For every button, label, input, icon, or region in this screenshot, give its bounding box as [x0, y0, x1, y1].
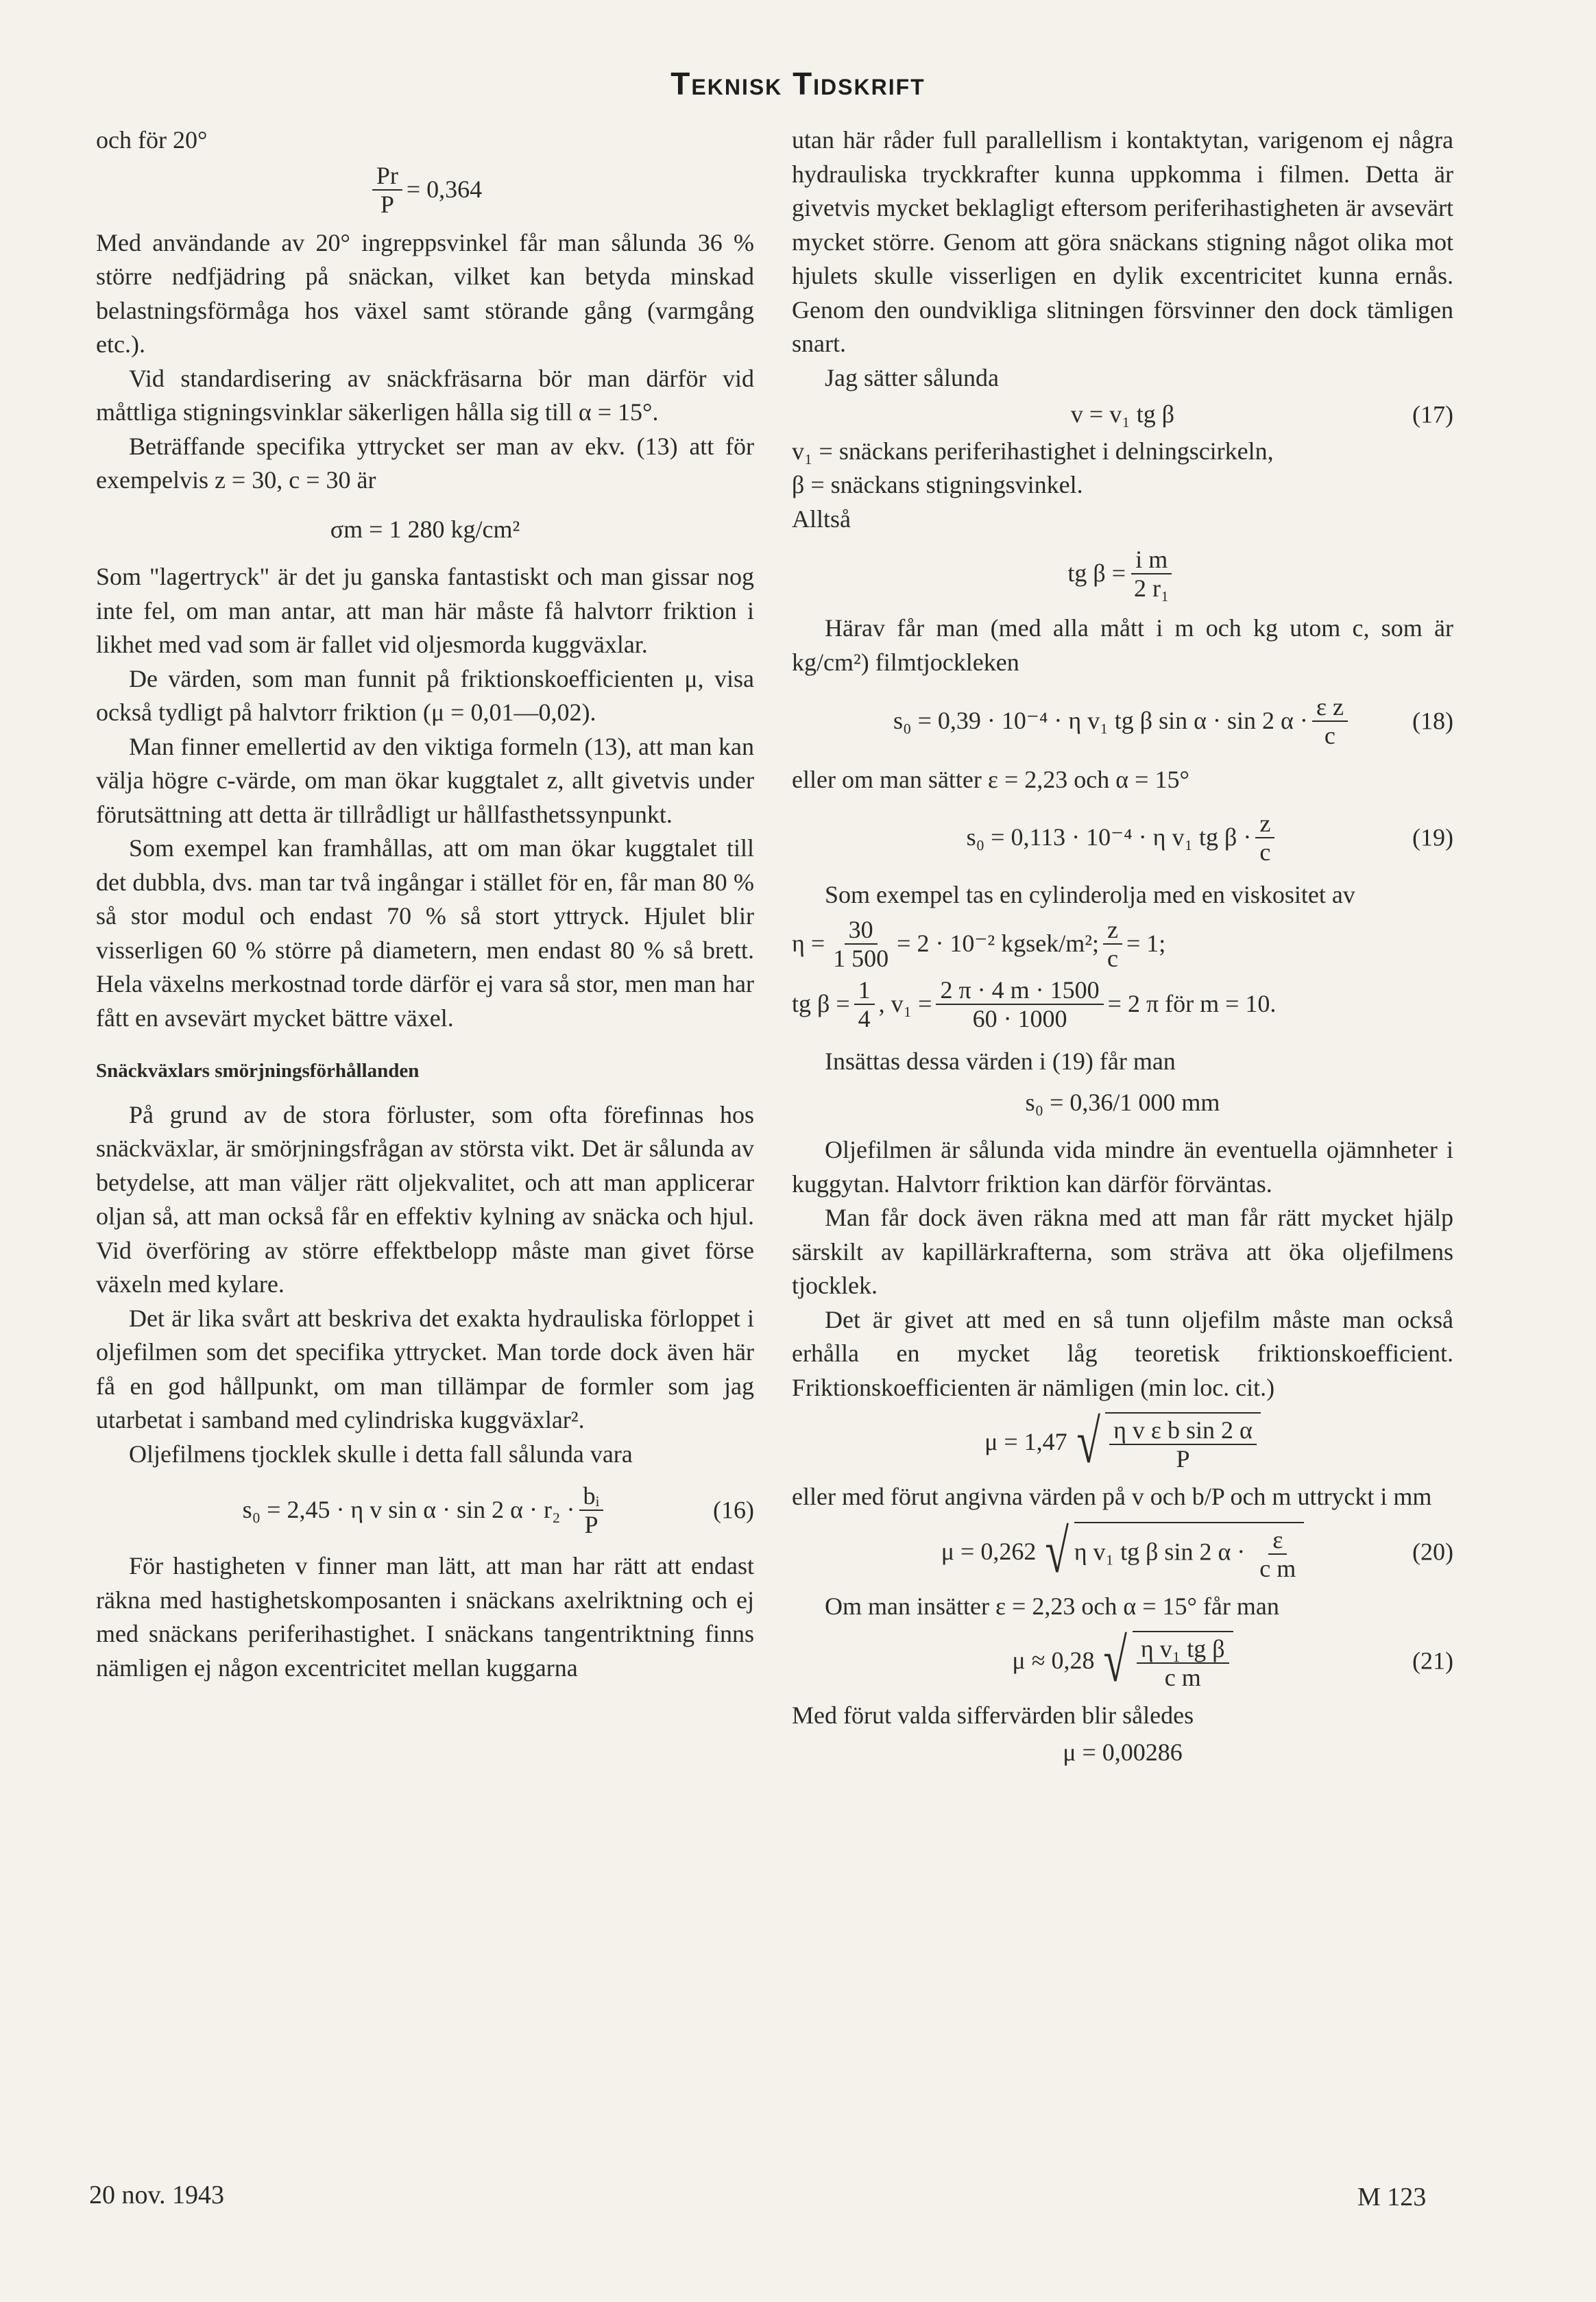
radicand	[1074, 1522, 1305, 1582]
numerator: ε	[1268, 1526, 1287, 1555]
paragraph: Det är lika svårt att beskriva det exakta hydrauliska förloppet i oljefilmen som det specifika yttrycket. Man torde dock även här få en god hållpunkt, om man tillämpar de formler som jag utarbetat i samband med cylindriska kuggväxlar².	[96, 1304, 754, 1433]
paragraph: Beträffande specifika yttrycket ser man av ekv. (13) att för exempelvis z = 30, c = 30 är	[96, 432, 754, 494]
paragraph: Som exempel kan framhållas, att om man ökar kuggtalet till det dubbla, dvs. man tar två ingångar i stället för en, får man 80 % så stor modul och endast 70 % så stort yttryck. Hjulet blir visserligen 60 % större på diametern, men endast 80 % så brett. Hela växelns merkostnad torde därför ej vara så stor, men man har fått en avsevärt mycket bättre växel.	[96, 834, 754, 1032]
paragraph: På grund av de stora förluster, som ofta förefinnas hos snäckväxlar, är smörjningsfrågan av största vikt. Det är sålunda av betydelse, att man väljer rätt oljekvalitet, och att man applicerar oljan så, att man också får en effektiv kylning av snäcka och hjul. Vid överföring av större effektbelopp måste man givet förse växeln med kylare.	[96, 1100, 754, 1298]
numerator: η v₁ tg β	[1137, 1635, 1229, 1664]
equation-21	[792, 1627, 1453, 1695]
paragraph: Vid standardisering av snäckfräsarna bör man därför vid måttliga stigningsvinklar säkerligen hålla sig till α = 15°.	[96, 364, 754, 426]
equation-number: (17)	[1412, 400, 1453, 428]
equation	[792, 1086, 1453, 1120]
paragraph: Man finner emellertid av den viktiga formeln (13), att man kan välja högre c-värde, om man ökar kuggtalet z, allt givetvis under förutsättning att detta är tillrådligt ur hållfasthetssynpunkt.	[96, 732, 754, 828]
paragraph: Härav får man (med alla mått i m och kg utom c, som är kg/cm²) filmtjockleken	[792, 614, 1453, 676]
equation-text: = 1;	[1126, 930, 1166, 958]
fraction	[1130, 546, 1174, 602]
equation-16	[96, 1482, 754, 1538]
paragraph: Det är givet att med en så tunn oljefilm måste man också erhålla en mycket låg teoretisk friktionskoefficient. Friktionskoefficienten är nämligen (min loc. cit.)	[792, 1305, 1453, 1401]
equation	[792, 976, 1453, 1032]
section-heading: Snäckväxlars smörjningsförhållanden	[96, 1060, 420, 1082]
fraction	[1137, 1635, 1229, 1691]
paragraph: Som exempel tas en cylinderolja med en viskositet av	[825, 880, 1355, 908]
paragraph: Oljefilmen är sålunda vida mindre än eventuella ojämnheter i kuggytan. Halvtorr friktion kan därför förväntas.	[792, 1136, 1453, 1198]
paragraph: Om man insätter ε = 2,23 och α = 15° får man	[825, 1592, 1279, 1620]
equation-text: μ = 0,00286	[1063, 1738, 1183, 1766]
fraction	[1255, 1526, 1300, 1582]
equation-number: (21)	[1412, 1647, 1453, 1675]
equation-text: s₀ = 2,45 · η v sin α · sin 2 α · r₂ ·	[242, 1496, 575, 1524]
fraction	[854, 976, 875, 1032]
square-root	[1040, 1517, 1304, 1586]
equation-text: s₀ = 0,39 · 10⁻⁴ · η v₁ tg β sin α · sin 2 α ·	[893, 707, 1308, 735]
radicand	[1133, 1631, 1233, 1691]
denominator: c	[1324, 722, 1335, 749]
paragraph: De värden, som man funnit på friktionskoefficienten μ, visa också tydligt på halvtorr friktion (μ = 0,01—0,02).	[96, 664, 754, 726]
equation-number: (20)	[1412, 1537, 1453, 1565]
numerator: ε z	[1312, 693, 1348, 722]
equation-number: (19)	[1412, 823, 1453, 851]
denominator: 1 500	[833, 945, 889, 972]
equation-text: , v₁ =	[878, 990, 932, 1018]
radicand	[1105, 1412, 1261, 1473]
numerator: i m	[1131, 546, 1172, 574]
equation-text: η =	[792, 930, 825, 958]
definition: β = snäckans stigningsvinkel.	[792, 471, 1083, 498]
equation-text: σm = 1 280 kg/cm²	[330, 515, 520, 543]
equation-text: η v₁ tg β sin 2 α ·	[1074, 1537, 1246, 1565]
fraction	[372, 162, 402, 218]
equation-text: = 2 · 10⁻² kgsek/m²;	[897, 930, 1100, 958]
paragraph: Man får dock även räkna med att man får rätt mycket hjälp särskilt av kapillärkrafterna, som sträva att öka oljefilmens tjocklek.	[792, 1204, 1453, 1299]
numerator: z	[1255, 810, 1274, 838]
denominator: c	[1107, 945, 1118, 972]
equation	[96, 162, 754, 218]
equation-value: = 0,364	[406, 175, 483, 203]
equation-number: (16)	[713, 1496, 754, 1524]
numerator: bᵢ	[579, 1482, 604, 1511]
equation-number: (18)	[1412, 707, 1453, 735]
square-root	[1098, 1627, 1233, 1695]
page-number: M 123	[1357, 2183, 1427, 2212]
radical-sign: √	[1076, 1408, 1100, 1476]
paragraph: Som "lagertryck" är det ju ganska fantastiskt och man gissar nog inte fel, om man antar, att man här måste få halvtorr friktion i likhet med vad som är fallet vid oljesmorda kuggväxlar.	[96, 563, 754, 658]
equation	[792, 916, 1453, 972]
equation-text: s₀ = 0,113 · 10⁻⁴ · η v₁ tg β ·	[966, 823, 1252, 851]
paragraph: Oljefilmens tjocklek skulle i detta fall sålunda vara	[129, 1440, 633, 1468]
paragraph: eller om man sätter ε = 2,23 och α = 15°	[792, 766, 1189, 793]
equation-text: s₀ = 0,36/1 000 mm	[1025, 1088, 1220, 1116]
numerator: z	[1103, 916, 1122, 945]
numerator: 1	[854, 976, 875, 1005]
equation-text: μ = 1,47	[984, 1428, 1067, 1456]
equation	[792, 1736, 1453, 1770]
right-column	[792, 123, 1453, 1772]
equation-text: v = v₁ tg β	[1070, 400, 1175, 428]
fraction	[1103, 916, 1122, 972]
radical-sign: √	[1103, 1627, 1128, 1695]
paragraph: Med förut valda siffervärden blir således	[792, 1701, 1194, 1729]
fraction	[936, 976, 1103, 1032]
fraction	[579, 1482, 604, 1538]
equation-text: tg β =	[792, 990, 850, 1018]
numerator: Pr	[372, 162, 402, 191]
denominator: 4	[858, 1005, 871, 1032]
denominator: P	[380, 190, 394, 218]
left-column	[96, 123, 754, 1685]
paragraph: och för 20°	[96, 126, 208, 154]
paragraph: utan här råder full parallellism i kontaktytan, varigenom ej några hydrauliska tryckkrafter kunna uppkomma i filmen. Detta är givetvis mycket beklagligt eftersom periferihastigheten är avsevärt mycket större. Genom att göra snäckans stigning något olika mot hjulets skulle visserligen en dylik excentricitet kunna ernås. Genom den oundvikliga slitningen försvinner den dock tämligen snart.	[792, 126, 1453, 357]
denominator: c m	[1164, 1664, 1201, 1691]
paragraph: Jag sätter sålunda	[825, 363, 999, 391]
numerator: η v ε b sin 2 α	[1109, 1416, 1257, 1445]
equation-19	[792, 810, 1453, 866]
equation-text: μ ≈ 0,28	[1012, 1647, 1095, 1675]
definition: Alltså	[792, 505, 851, 533]
equation	[792, 1408, 1453, 1476]
square-root	[1072, 1408, 1261, 1476]
equation-text: μ = 0,262	[941, 1537, 1037, 1565]
fraction	[1109, 1416, 1257, 1473]
denominator: 60 · 1000	[972, 1005, 1067, 1032]
paragraph: För hastigheten v finner man lätt, att man har rätt att endast räkna med hastighetskomposanten i snäckans axelriktning och ej med snäckans periferihastighet. I snäckans tangentriktning finns nämligen ej någon excentricitet mellan kuggarna	[96, 1552, 754, 1682]
denominator: P	[1176, 1445, 1190, 1473]
paragraph: Med användande av 20° ingreppsvinkel får man sålunda 36 % större nedfjädring på snäckan, vilket kan betyda minskad belastningsförmåga hos växel samt störande gång (varmgång etc.).	[96, 228, 754, 358]
radical-sign: √	[1045, 1517, 1069, 1586]
fraction	[829, 916, 893, 972]
equation	[792, 546, 1453, 602]
equation-17	[792, 398, 1453, 432]
fraction	[1255, 810, 1274, 866]
equation-20	[792, 1517, 1453, 1586]
numerator: 2 π · 4 m · 1500	[936, 976, 1103, 1005]
equation-text: tg β =	[1067, 559, 1126, 587]
issue-date: 20 nov. 1943	[89, 2181, 225, 2209]
denominator: c m	[1259, 1554, 1296, 1582]
denominator: 2 r₁	[1134, 574, 1170, 602]
numerator: 30	[845, 916, 878, 945]
equation	[96, 513, 754, 547]
denominator: c	[1259, 838, 1271, 866]
equation-18	[792, 693, 1453, 749]
definition: v₁ = snäckans periferihastighet i delningscirkeln,	[792, 437, 1274, 465]
paragraph: eller med förut angivna värden på v och b/P och m uttryckt i mm	[792, 1483, 1432, 1510]
journal-header: Teknisk Tidskrift	[670, 66, 926, 101]
equation-text: = 2 π för m = 10.	[1107, 990, 1277, 1018]
paragraph: Insättas dessa värden i (19) får man	[825, 1047, 1176, 1075]
denominator: P	[584, 1511, 598, 1538]
fraction	[1312, 693, 1348, 749]
